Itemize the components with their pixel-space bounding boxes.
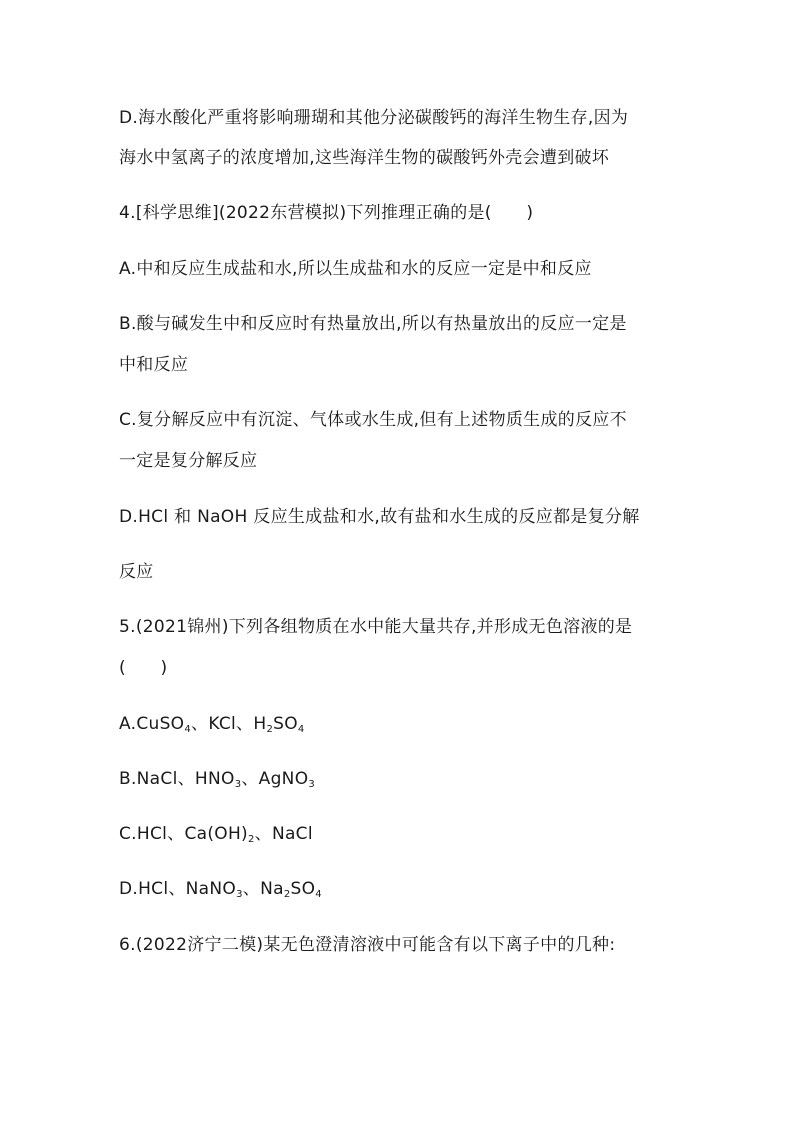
q3-option-d-line-2: 海水中氢离子的浓度增加,这些海洋生物的碳酸钙外壳会遭到破坏: [119, 148, 610, 168]
option-d-sub-1: 3: [236, 889, 243, 900]
option-a-sub-1: 4: [184, 724, 192, 735]
option-b-text-2: 、AgNO: [241, 769, 309, 789]
option-b-text-1: B.NaCl、HNO: [119, 769, 235, 789]
q4-option-d-line-2: 反应: [119, 562, 154, 582]
option-d-text-1: D.HCl、NaNO: [119, 879, 237, 899]
option-d-text-3: SO: [290, 879, 316, 899]
option-a-sub-2: 2: [266, 724, 274, 735]
option-a-text-1: A.CuSO: [119, 714, 185, 734]
q4-option-d-line-1: D.HCl 和 NaOH 反应生成盐和水,故有盐和水生成的反应都是复分解: [119, 507, 640, 527]
q4-option-b-line-1: B.酸与碱发生中和反应时有热量放出,所以有热量放出的反应一定是: [119, 314, 627, 334]
option-a-text-3: SO: [273, 714, 298, 734]
q5-option-a: [119, 713, 305, 735]
q5-stem-line-1: 5.(2021锦州)下列各组物质在水中能大量共存,并形成无色溶液的是: [119, 617, 633, 637]
q4-option-b-line-2: 中和反应: [119, 355, 189, 375]
option-a-sub-3: 4: [297, 724, 305, 735]
q5-option-c: [119, 823, 313, 845]
q5-option-d: [119, 878, 322, 900]
option-d-sub-2: 2: [283, 889, 291, 900]
option-d-text-2: 、Na: [242, 879, 284, 899]
option-b-sub-2: 3: [308, 779, 316, 790]
option-c-sub-1: 2: [247, 834, 255, 845]
q5-stem-line-2: ( ): [119, 658, 168, 678]
q4-option-c-line-1: C.复分解反应中有沉淀、气体或水生成,但有上述物质生成的反应不: [119, 410, 627, 430]
option-c-text-1: C.HCl、Ca(OH): [119, 824, 248, 844]
q5-option-b: [119, 768, 315, 790]
option-d-sub-3: 4: [315, 889, 322, 900]
option-a-text-2: 、KCl、H: [191, 714, 267, 734]
q4-stem: 4.[科学思维](2022东营模拟)下列推理正确的是( ): [119, 203, 534, 223]
q3-option-d-line-1: D.海水酸化严重将影响珊瑚和其他分泌碳酸钙的海洋生物生存,因为: [119, 108, 629, 128]
q4-option-c-line-2: 一定是复分解反应: [119, 451, 258, 471]
q6-stem: 6.(2022济宁二模)某无色澄清溶液中可能含有以下离子中的几种:: [119, 935, 616, 955]
q4-option-a: A.中和反应生成盐和水,所以生成盐和水的反应一定是中和反应: [119, 259, 592, 279]
option-c-text-2: 、NaCl: [254, 824, 313, 844]
option-b-sub-1: 3: [234, 779, 242, 790]
